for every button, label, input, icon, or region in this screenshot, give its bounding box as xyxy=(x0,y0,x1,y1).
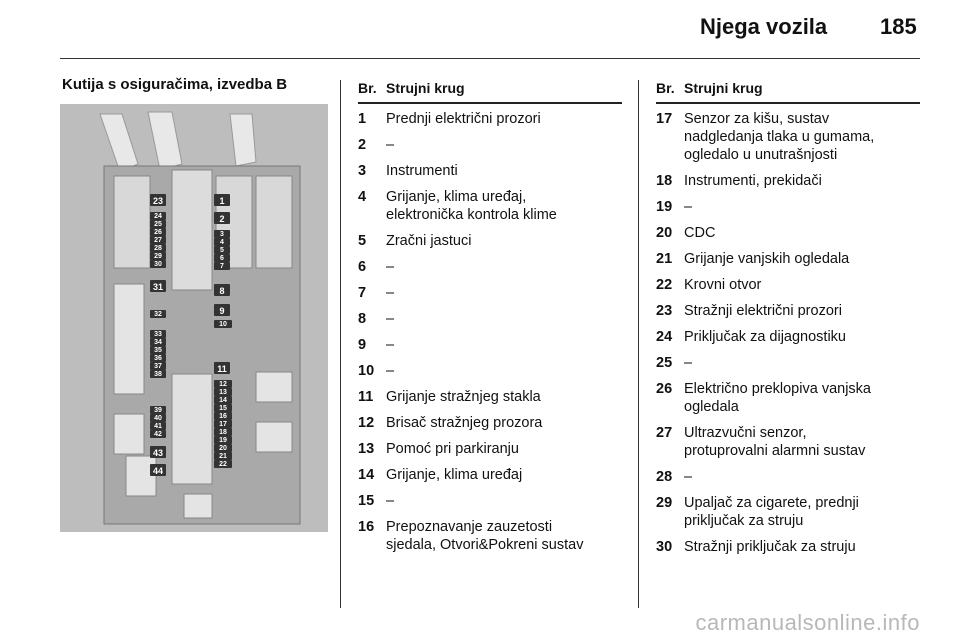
fuse-number: 22 xyxy=(656,277,673,293)
svg-text:5: 5 xyxy=(220,247,224,254)
svg-text:43: 43 xyxy=(152,448,164,458)
svg-text:4: 4 xyxy=(220,239,224,246)
circuit-description xyxy=(684,328,846,346)
svg-text:36: 36 xyxy=(154,355,162,362)
fuse-number: 25 xyxy=(656,355,673,371)
svg-text:10: 10 xyxy=(219,321,227,328)
watermark: carmanualsonline.info xyxy=(695,610,920,635)
fuse-number: 4 xyxy=(358,189,367,205)
fuse-number: 28 xyxy=(656,469,673,485)
fuse-label xyxy=(150,430,166,438)
fuse-label xyxy=(150,310,166,318)
fuse-number: 3 xyxy=(358,163,367,179)
fuse-number: 13 xyxy=(358,441,375,457)
circuit-description xyxy=(386,414,542,432)
svg-text:6: 6 xyxy=(220,255,224,262)
svg-text:12: 12 xyxy=(219,381,227,388)
fuse-label xyxy=(214,320,232,328)
circuit-description xyxy=(684,538,856,556)
circuit-description xyxy=(684,354,692,372)
svg-text:24: 24 xyxy=(154,213,162,220)
description-line: CDC xyxy=(684,225,716,241)
circuit-description xyxy=(386,188,557,224)
fuse-label xyxy=(214,304,230,316)
fuse-number: 23 xyxy=(656,303,673,319)
svg-text:13: 13 xyxy=(219,389,227,396)
fuse-number: 24 xyxy=(656,329,673,345)
fuse-label xyxy=(150,194,166,206)
fuse-label xyxy=(214,420,232,428)
circuit-description xyxy=(386,466,522,484)
fuse-label xyxy=(150,280,166,292)
fuse-number: 9 xyxy=(358,337,367,353)
fuse-label xyxy=(214,212,230,224)
description-line: – xyxy=(386,259,395,275)
description-line: – xyxy=(386,363,395,379)
fuse-number: 29 xyxy=(656,495,673,511)
svg-text:22: 22 xyxy=(219,461,227,468)
description-line: Grijanje stražnjeg stakla xyxy=(386,389,541,405)
svg-text:32: 32 xyxy=(154,311,162,318)
svg-text:15: 15 xyxy=(219,405,227,412)
description-line: – xyxy=(386,337,395,353)
svg-text:31: 31 xyxy=(152,282,164,292)
fuse-label xyxy=(214,254,230,262)
fuse-label xyxy=(150,406,166,414)
description-line: Ultrazvučni senzor, xyxy=(684,425,807,441)
circuit-description xyxy=(684,380,871,416)
fuse-number: 20 xyxy=(656,225,673,241)
header-number: Br. xyxy=(656,80,675,96)
circuit-description xyxy=(386,440,519,458)
svg-text:34: 34 xyxy=(154,339,162,346)
fuse-number: 8 xyxy=(358,311,367,327)
fuse-label xyxy=(150,236,166,244)
fuse-number: 2 xyxy=(358,137,367,153)
fuse-label xyxy=(214,362,230,374)
description-line: Krovni otvor xyxy=(684,277,762,293)
circuit-description xyxy=(684,250,849,268)
fuse-label xyxy=(214,194,230,206)
fuse-label xyxy=(150,446,166,458)
svg-text:7: 7 xyxy=(220,263,224,270)
svg-text:30: 30 xyxy=(154,261,162,268)
description-line: Priključak za dijagnostiku xyxy=(684,329,846,345)
svg-text:19: 19 xyxy=(219,437,227,444)
description-line: – xyxy=(684,355,693,371)
fuse-number: 30 xyxy=(656,539,673,555)
fuse-label xyxy=(150,414,166,422)
svg-text:11: 11 xyxy=(217,364,227,374)
svg-text:18: 18 xyxy=(219,429,227,436)
description-line: – xyxy=(684,199,693,215)
svg-text:38: 38 xyxy=(154,371,162,378)
description-line: – xyxy=(386,137,395,153)
svg-text:41: 41 xyxy=(154,423,162,430)
table-header xyxy=(656,80,920,104)
fuse-label xyxy=(214,388,232,396)
svg-text:9: 9 xyxy=(219,306,225,316)
fuse-label xyxy=(150,212,166,220)
description-line: – xyxy=(684,469,693,485)
circuit-description xyxy=(386,232,471,250)
circuit-description xyxy=(386,310,394,328)
svg-text:23: 23 xyxy=(152,196,164,206)
description-line: – xyxy=(386,311,395,327)
svg-text:16: 16 xyxy=(219,413,227,420)
circuit-description xyxy=(684,224,715,242)
header-divider xyxy=(60,58,920,59)
page-header-title: Njega vozila xyxy=(700,14,828,39)
fuse-number: 6 xyxy=(358,259,367,275)
fuse-label xyxy=(214,262,230,270)
fuse-label xyxy=(214,404,232,412)
fuse-number: 19 xyxy=(656,199,673,215)
fuse-number: 11 xyxy=(358,389,374,405)
fuse-label xyxy=(214,246,230,254)
description-line: protuprovalni alarmni sustav xyxy=(684,443,866,459)
description-line: priključak za struju xyxy=(684,513,804,529)
fuse-label xyxy=(150,338,166,346)
circuit-description xyxy=(386,110,541,128)
fuse-label xyxy=(214,412,232,420)
fuse-number: 14 xyxy=(358,467,375,483)
description-line: Brisač stražnjeg prozora xyxy=(386,415,543,431)
circuit-description xyxy=(684,424,865,460)
fuse-number: 7 xyxy=(358,285,367,301)
page-number: 185 xyxy=(880,14,917,39)
circuit-description xyxy=(386,362,394,380)
fuse-number: 10 xyxy=(358,363,375,379)
description-line: ogledala xyxy=(684,399,739,415)
table-header xyxy=(358,80,622,104)
fuse-label xyxy=(214,284,230,296)
fuse-number: 5 xyxy=(358,233,367,249)
fuse-number: 27 xyxy=(656,425,673,441)
fuse-number: 18 xyxy=(656,173,673,189)
fuse-box-diagram xyxy=(60,104,328,532)
fuse-label xyxy=(150,422,166,430)
fuse-number: 17 xyxy=(656,111,673,127)
header-number: Br. xyxy=(358,80,377,96)
svg-text:29: 29 xyxy=(154,253,162,260)
circuit-description xyxy=(684,302,842,320)
column-divider-1 xyxy=(340,80,341,608)
circuit-description xyxy=(684,198,692,216)
fuse-label xyxy=(214,428,232,436)
description-line: nadgledanja tlaka u gumama, xyxy=(684,129,875,145)
description-line: Instrumenti, prekidači xyxy=(684,173,822,189)
fuse-label xyxy=(150,260,166,268)
fuse-label xyxy=(150,252,166,260)
description-line: elektronička kontrola klime xyxy=(386,207,557,223)
circuit-description xyxy=(684,276,761,294)
circuit-description xyxy=(684,494,859,530)
fuse-number: 21 xyxy=(656,251,673,267)
description-line: Grijanje, klima uređaj xyxy=(386,467,523,483)
fuse-label xyxy=(214,452,232,460)
description-line: Zračni jastuci xyxy=(386,233,472,249)
svg-text:14: 14 xyxy=(219,397,227,404)
fuse-number: 16 xyxy=(358,519,375,535)
svg-text:39: 39 xyxy=(154,407,162,414)
fuse-label xyxy=(214,380,232,388)
circuit-description xyxy=(684,468,692,486)
description-line: Stražnji električni prozori xyxy=(684,303,842,319)
fuse-number: 26 xyxy=(656,381,673,397)
svg-text:28: 28 xyxy=(154,245,162,252)
fuse-label xyxy=(150,220,166,228)
fuse-label xyxy=(150,346,166,354)
description-line: Instrumenti xyxy=(386,163,458,179)
description-line: Električno preklopiva vanjska xyxy=(684,381,871,397)
fuse-label xyxy=(150,370,166,378)
description-line: Grijanje vanjskih ogledala xyxy=(684,251,850,267)
description-line: Grijanje, klima uređaj, xyxy=(386,189,527,205)
svg-text:1: 1 xyxy=(219,196,225,206)
fuse-label xyxy=(150,464,166,476)
svg-text:25: 25 xyxy=(154,221,162,228)
circuit-description xyxy=(386,518,583,554)
svg-text:8: 8 xyxy=(219,286,225,296)
fuse-label xyxy=(214,444,232,452)
description-line: – xyxy=(386,493,395,509)
fuse-label xyxy=(150,362,166,370)
fuse-number: 12 xyxy=(358,415,375,431)
circuit-description xyxy=(386,284,394,302)
circuit-description xyxy=(386,492,394,510)
fuse-label xyxy=(150,330,166,338)
svg-text:35: 35 xyxy=(154,347,162,354)
description-line: ogledalo u unutrašnjosti xyxy=(684,147,838,163)
svg-text:17: 17 xyxy=(219,421,227,428)
fuse-labels-left xyxy=(150,194,166,476)
svg-text:33: 33 xyxy=(154,331,162,338)
circuit-description xyxy=(386,162,458,180)
fuse-table-col2 xyxy=(656,80,920,600)
fuse-number: 15 xyxy=(358,493,375,509)
svg-text:42: 42 xyxy=(154,431,162,438)
description-line: Senzor za kišu, sustav xyxy=(684,111,830,127)
svg-text:27: 27 xyxy=(154,237,162,244)
svg-text:40: 40 xyxy=(154,415,162,422)
fuse-label xyxy=(150,354,166,362)
svg-text:44: 44 xyxy=(152,466,164,476)
fuse-label xyxy=(150,228,166,236)
column-divider-2 xyxy=(638,80,639,608)
circuit-description xyxy=(386,258,394,276)
description-line: Stražnji priključak za struju xyxy=(684,539,856,555)
svg-text:26: 26 xyxy=(154,229,162,236)
fuse-table-col1 xyxy=(358,80,622,600)
fuse-label xyxy=(214,396,232,404)
description-line: Prednji električni prozori xyxy=(386,111,541,127)
header-circuit: Strujni krug xyxy=(684,80,763,96)
circuit-description xyxy=(684,110,874,164)
description-line: – xyxy=(386,285,395,301)
circuit-description xyxy=(386,136,394,154)
fuse-label xyxy=(150,244,166,252)
svg-text:20: 20 xyxy=(219,445,227,452)
description-line: Prepoznavanje zauzetosti xyxy=(386,519,553,535)
svg-text:37: 37 xyxy=(154,363,162,370)
description-line: Pomoć pri parkiranju xyxy=(386,441,519,457)
fuse-label xyxy=(214,460,232,468)
circuit-description xyxy=(386,388,541,406)
fuse-number: 1 xyxy=(358,111,367,127)
fuse-label xyxy=(214,238,230,246)
svg-text:2: 2 xyxy=(219,214,225,224)
description-line: sjedala, Otvori&Pokreni sustav xyxy=(386,537,584,553)
circuit-description xyxy=(684,172,822,190)
svg-text:3: 3 xyxy=(220,231,224,238)
svg-text:21: 21 xyxy=(219,453,227,460)
section-title: Kutija s osiguračima, izvedba B xyxy=(62,76,288,93)
header-circuit: Strujni krug xyxy=(386,80,465,96)
description-line: Upaljač za cigarete, prednji xyxy=(684,495,859,511)
fuse-label xyxy=(214,230,230,238)
circuit-description xyxy=(386,336,394,354)
fuse-label xyxy=(214,436,232,444)
